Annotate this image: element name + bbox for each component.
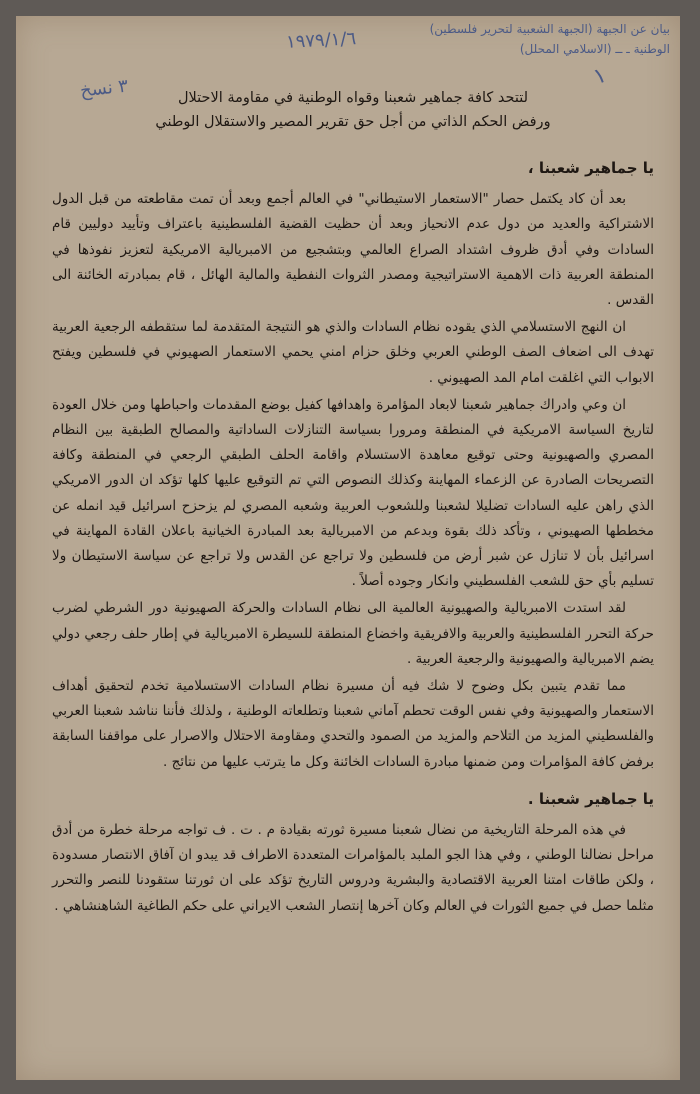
handwritten-annotation-line-1: بيان عن الجبهة (الجبهة الشعبية لتحرير فلسطين) — [429, 22, 670, 36]
address-heading-2: يا جماهير شعبنا . — [527, 789, 654, 808]
paragraph-6: في هذه المرحلة التاريخية من نضال شعبنا مسيرة ثورته بقيادة م . ت . ف تواجه مرحلة خطرة من أدق مراحل نضالنا الوطني ، وفي هذا الجو الملبد بالمؤامرات المتعددة الاطراف قد يبدو ان آفاق الانتصار مسدودة ، ولكن طاقات امتنا العربية الاقتصادية والبشرية ودروس التاريخ تؤكد على ان ثورتنا ستقودنا للنصر والتحرر مثلما حصل في جميع الثورات في العالم وكان آخرها إنتصار الشعب الايراني على حكم الطاغية الشاهنشاهي . — [52, 822, 654, 914]
paragraph-2: ان النهج الاستسلامي الذي يقوده نظام السادات والذي هو النتيجة المتقدمة لما ستقطفه الرجعية العربية تهدف الى اضعاف الصف الوطني العربي وخلق حزام امني يحمي الاستعمار الصهيوني في فلسطين ويفتح الابواب التي اغلقت امام المد الصهيوني . — [52, 319, 654, 386]
paragraph-3: ان وعي وادراك جماهير شعبنا لابعاد المؤامرة واهدافها كفيل بوضع المقدمات واحباطها ومن خلال العودة لتاريخ السياسة الامريكية في المنطقة ومرورا بسياسة التنازلات الساداتية والمصالح الطبقية بين النظام المصري والصهيونية وحتى توقيع معاهدة الاستسلام واقامة الحلف الطبقي الرجعي في المنطقة وكافة التصريحات الصادرة عن الزعماء المهاينة وكذلك النصوص التي تم التوقيع عليها كلها تؤكد ان الدور الامريكي الذي راهن عليه السادات تضليلا لشعبنا وللشعوب العربية وشعبه المصري لم يزحزح اسرائيل قيد انمله عن مخططها الصهيوني ، وتأكد ذلك بقوة وبدعم من الامبريالية بعد المبادرة الخيانية باعلان القادة المهاينة في اسرائيل بأن لا تنازل عن شبر أرض من فلسطين ولا تراجع عن القدس ولا تراجع عن سياسة الاستيطان ولا تسليم بأي حق للشعب الفلسطيني وانكار وجوده أصلاً . — [52, 396, 654, 590]
handwritten-copies-note: ٣ نسخ — [79, 75, 130, 102]
title-line-2: ورفض الحكم الذاتي من أجل حق تقرير المصير والاستقلال الوطني — [155, 114, 551, 130]
paragraph-5: مما تقدم يتبين بكل وضوح لا شك فيه أن مسيرة نظام السادات الاستسلامية تخدم لتحقيق أهداف الاستعمار والصهيونية وفي نفس الوقت تحطم آماني شعبنا وتطلعاته الوطنية ، ولذلك فأننا نناشد شعبنا العربي والفلسطيني المزيد من التلاحم والمزيد من الصمود والتحدي ومقاومة الاحتلال والاصرار على مواقفنا السابقة برفض كافة المؤامرات ومن ضمنها مبادرة السادات الخائنة وكل ما يترتب عليها من نتائج . — [52, 678, 654, 770]
document-title — [52, 86, 654, 134]
handwritten-annotation-line-2: الوطنية ـ ــ (الاسلامي المحلل) — [519, 42, 670, 56]
address-heading-1: يا جماهير شعبنا ، — [527, 159, 654, 177]
handwritten-date: ١٩٧٩/١/٦ — [285, 28, 357, 53]
document-page — [16, 16, 680, 1080]
title-line-1: لتتحد كافة جماهير شعبنا وقواه الوطنية في مقاومة الاحتلال — [177, 90, 529, 106]
paragraph-4: لقد استدت الامبريالية والصهيونية العالمية الى نظام السادات والحركة الصهيونية دور الشرطي لضرب حركة التحرر الفلسطينية والعربية والافريقية واخضاع المنطقة للسيطرة الامبريالية في إطار حلف رجعي دولي يضم الامبريالية والصهيونية والرجعية العربية . — [52, 600, 654, 667]
paragraph-1: بعد أن كاد يكتمل حصار "الاستعمار الاستيطاني" في العالم أجمع وبعد أن تمت مقاطعته من قبل الدول الاشتراكية والعديد من دول عدم الانحياز وبعد أن حظيت القضية الفلسطينية باعتراف وتأييد دوليين قام السادات وفي أدق ظروف اشتداد الصراع العالمي وبتشجيع من الامبريالية الامريكية لتعزيز نفوذها في المنطقة العربية ذات الاهمية الاستراتيجية ومصدر الثروات النفطية والمالية الهائل ، قام بمبادرته الخائنة الى القدس . — [52, 191, 654, 309]
document-body — [52, 86, 654, 921]
handwritten-mark: ١ — [590, 62, 610, 91]
